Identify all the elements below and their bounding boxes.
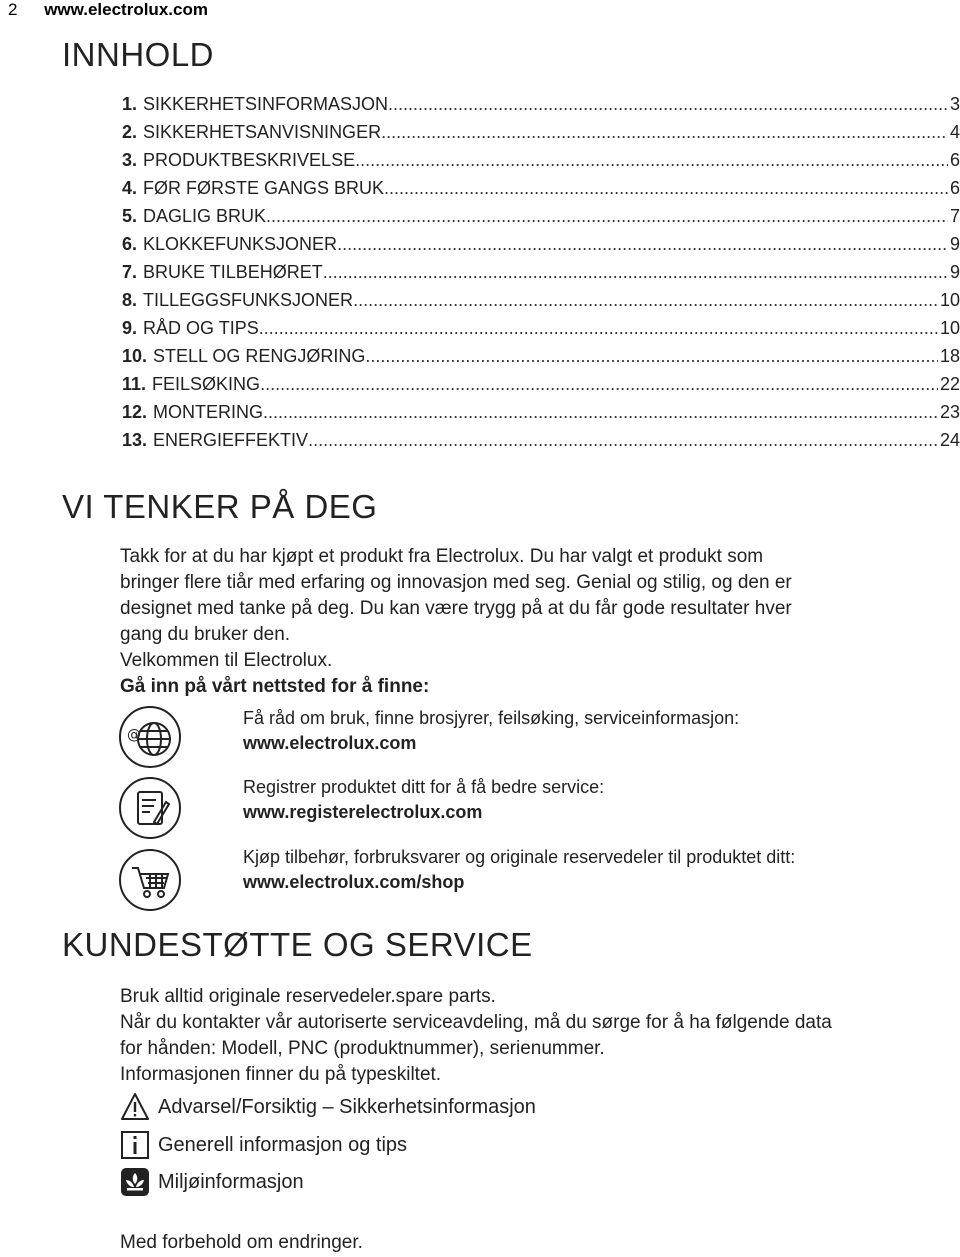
toc-item[interactable] [122,402,960,430]
toc-item-page: 7 [949,206,960,226]
toc-item-page: 10 [939,318,960,338]
intro-line: gang du bruker den. [120,624,291,645]
toc-item-page: 6 [949,178,960,198]
toc-leader-dots [259,318,938,339]
toc-item[interactable] [122,150,960,178]
toc-item[interactable] [122,374,960,402]
toc-item-label: TILLEGGSFUNKSJONER [143,290,354,310]
toc-title: INNHOLD [62,36,215,73]
intro-line: Velkommen til Electrolux. [120,650,333,671]
toc-item[interactable] [122,178,960,206]
support-text [120,984,960,1088]
service-link[interactable]: www.registerelectrolux.com [243,802,483,822]
intro-text [120,544,920,700]
toc-leader-dots [260,374,938,395]
service-link[interactable]: www.electrolux.com [243,733,417,753]
toc-item-page: 18 [939,346,960,366]
toc-item-label: FEILSØKING [152,374,261,394]
toc-item[interactable] [122,318,960,346]
toc-item[interactable] [122,346,960,374]
footer-note: Med forbehold om endringer. [120,1232,363,1253]
toc-item-number: 1. [122,94,138,114]
visit-label: Gå inn på vårt nettsted for å finne: [120,676,430,697]
toc-item-label: SIKKERHETSINFORMASJON [143,94,389,114]
toc-item[interactable] [122,262,960,290]
service-text: Få råd om bruk, finne brosjyrer, feilsøking, serviceinformasjon: [243,708,740,728]
toc-item-number: 13. [122,430,148,450]
intro-line: designet med tanke på deg. Du kan være trygg på at du får gode resultater hver [120,598,792,619]
toc-item[interactable] [122,206,960,234]
globe-icon [118,705,182,774]
service-item [243,845,795,895]
toc-item-label: PRODUKTBESKRIVELSE [143,150,356,170]
register-icon [118,776,182,845]
environment-icon [120,1167,150,1197]
toc-item-label: KLOKKEFUNKSJONER [143,234,338,254]
support-line: Informasjonen finner du på typeskiltet. [120,1064,442,1085]
toc-item-label: STELL OG RENGJØRING [153,346,366,366]
support-line: Bruk alltid originale reservedeler.spare parts. [120,986,496,1007]
toc-leader-dots [266,206,948,227]
toc-item-label: DAGLIG BRUK [143,206,267,226]
toc-item-page: 10 [939,290,960,310]
legend-item [120,1092,536,1122]
toc-item-number: 4. [122,178,138,198]
toc-item-label: MONTERING [153,402,264,422]
legend-item [120,1167,304,1197]
toc-item-label: ENERGIEFFEKTIV [153,430,309,450]
toc-item-number: 8. [122,290,138,310]
legend-label: Miljøinformasjon [158,1170,304,1193]
toc-item[interactable] [122,94,960,122]
toc-item-page: 9 [949,262,960,282]
toc-item-page: 6 [949,150,960,170]
support-line: Når du kontakter vår autoriserte serviceavdeling, må du sørge for å ha følgende data [120,1012,832,1033]
toc-item-number: 2. [122,122,138,142]
toc-leader-dots [384,178,948,199]
toc-item-page: 24 [939,430,960,450]
toc-item[interactable] [122,430,960,458]
intro-line: bringer flere tiår med erfaring og innovasjon med seg. Genial og stilig, og den er [120,572,792,593]
toc-item-number: 3. [122,150,138,170]
toc-item-page: 23 [939,402,960,422]
toc-leader-dots [381,122,948,143]
toc-item-label: FØR FØRSTE GANGS BRUK [143,178,385,198]
intro-title: VI TENKER PÅ DEG [62,488,378,525]
cart-icon [118,848,182,917]
toc-item[interactable] [122,234,960,262]
intro-line: Takk for at du har kjøpt et produkt fra Electrolux. Du har valgt et produkt som [120,546,764,567]
toc-item[interactable] [122,290,960,318]
toc-item-number: 5. [122,206,138,226]
table-of-contents [122,94,960,458]
toc-item-label: RÅD OG TIPS [143,318,259,338]
toc-item-page: 3 [949,94,960,114]
toc-leader-dots [365,346,938,367]
legend-label: Advarsel/Forsiktig – Sikkerhetsinformasjon [158,1095,536,1118]
service-item [243,775,604,825]
toc-item-page: 22 [939,374,960,394]
toc-item-number: 9. [122,318,138,338]
support-line: for hånden: Modell, PNC (produktnummer), serienummer. [120,1038,605,1059]
legend-label: Generell informasjon og tips [158,1133,408,1156]
toc-leader-dots [323,262,948,283]
toc-leader-dots [353,290,938,311]
page-number: 2 [8,0,18,19]
toc-leader-dots [337,234,948,255]
toc-item-number: 11. [122,374,147,394]
toc-item-number: 10. [122,346,148,366]
support-title: KUNDESTØTTE OG SERVICE [62,926,533,963]
toc-item-page: 9 [949,234,960,254]
service-text: Registrer produktet ditt for å få bedre service: [243,777,605,797]
toc-item-label: BRUKE TILBEHØRET [143,262,323,282]
toc-leader-dots [388,94,948,115]
service-text: Kjøp tilbehør, forbruksvarer og originale reservedeler til produktet ditt: [243,847,796,867]
service-link[interactable]: www.electrolux.com/shop [243,872,465,892]
svg-text:@: @ [127,727,141,743]
site-url[interactable]: www.electrolux.com [44,0,208,19]
toc-item-number: 7. [122,262,138,282]
toc-item-page: 4 [949,122,960,142]
toc-leader-dots [263,402,938,423]
toc-item-number: 6. [122,234,138,254]
toc-item[interactable] [122,122,960,150]
toc-leader-dots [355,150,948,171]
toc-leader-dots [308,430,938,451]
warning-icon [120,1092,150,1122]
info-icon [120,1130,150,1160]
page-header [8,0,208,20]
service-item [243,706,739,756]
toc-item-label: SIKKERHETSANVISNINGER [143,122,382,142]
toc-item-number: 12. [122,402,148,422]
legend-item [120,1130,407,1160]
